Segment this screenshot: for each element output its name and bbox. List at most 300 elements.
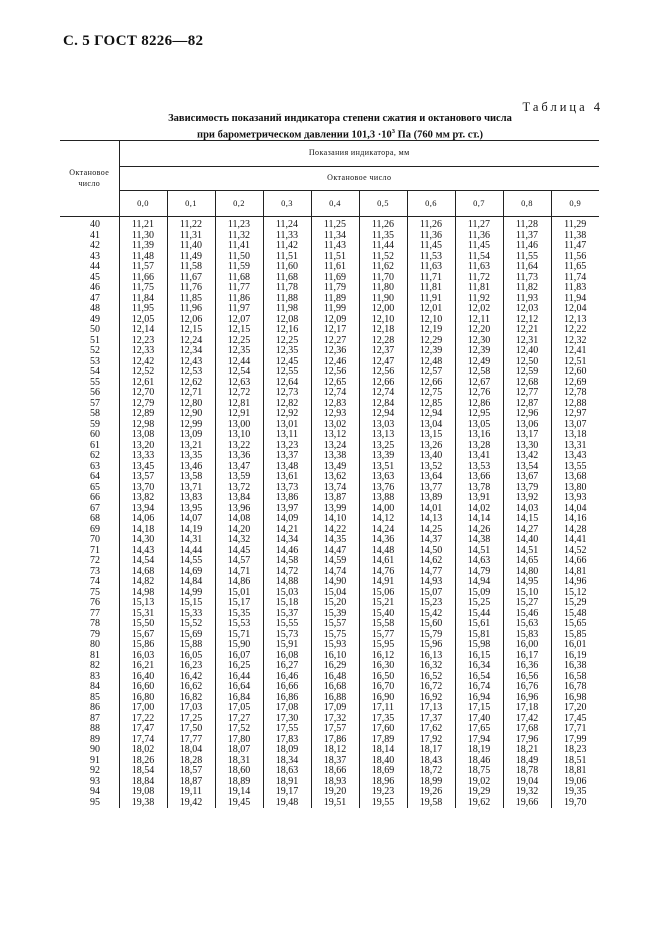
- reading-cell: 18,21: [503, 745, 551, 756]
- reading-cell: 17,22: [119, 714, 167, 725]
- reading-cell: 15,69: [167, 630, 215, 641]
- indicator-table: [60, 140, 599, 808]
- octane-number-cell: 93: [90, 775, 100, 787]
- reading-cell: 13,05: [455, 420, 503, 431]
- reading-cell: 12,06: [167, 315, 215, 326]
- reading-cell: 17,50: [167, 724, 215, 735]
- reading-cell: 17,68: [503, 724, 551, 735]
- reading-cell: 19,11: [167, 787, 215, 798]
- reading-cell: 15,52: [167, 619, 215, 630]
- reading-cell: 15,93: [311, 640, 359, 651]
- reading-cell: 11,63: [407, 262, 455, 273]
- reading-cell: 17,09: [311, 703, 359, 714]
- reading-cell: 13,55: [551, 462, 599, 473]
- reading-cell: 18,93: [311, 777, 359, 788]
- reading-cell: 11,68: [263, 273, 311, 284]
- reading-cell: 12,32: [551, 336, 599, 347]
- reading-cell: 16,70: [359, 682, 407, 693]
- reading-cell: 13,12: [311, 430, 359, 441]
- reading-cell: 17,74: [119, 735, 167, 746]
- reading-cell: 18,34: [263, 756, 311, 767]
- reading-cell: 11,36: [407, 231, 455, 242]
- reading-cell: 12,07: [215, 315, 263, 326]
- reading-cell: 14,76: [359, 567, 407, 578]
- fraction-header-cell: 0,0: [119, 191, 167, 217]
- reading-cell: 15,20: [311, 598, 359, 609]
- reading-cell: 13,68: [551, 472, 599, 483]
- table-row: [60, 472, 599, 483]
- reading-cell: 13,16: [455, 430, 503, 441]
- reading-cell: 12,76: [455, 388, 503, 399]
- reading-cell: 17,55: [263, 724, 311, 735]
- reading-cell: 14,46: [263, 546, 311, 557]
- reading-cell: 11,97: [215, 304, 263, 315]
- table-label: Таблица 4: [522, 100, 603, 114]
- reading-cell: 18,02: [119, 745, 167, 756]
- reading-cell: 18,51: [551, 756, 599, 767]
- reading-cell: 12,09: [311, 315, 359, 326]
- reading-cell: 11,81: [407, 283, 455, 294]
- reading-cell: 17,20: [551, 703, 599, 714]
- octane-number-cell: 54: [90, 366, 100, 377]
- octane-number-cell: 41: [90, 229, 100, 241]
- reading-cell: 12,11: [455, 315, 503, 326]
- reading-cell: 17,27: [215, 714, 263, 725]
- reading-cell: 13,25: [359, 441, 407, 452]
- octane-number-cell: 47: [90, 292, 100, 304]
- reading-cell: 13,54: [503, 462, 551, 473]
- reading-cell: 19,62: [455, 798, 503, 809]
- octane-number-cell: 70: [90, 534, 100, 545]
- reading-cell: 16,76: [503, 682, 551, 693]
- reading-cell: 13,99: [311, 504, 359, 515]
- reading-cell: 12,42: [119, 357, 167, 368]
- octane-number-cell: 83: [90, 670, 100, 682]
- reading-cell: 16,48: [311, 672, 359, 683]
- octane-number-cell: 79: [90, 628, 100, 640]
- reading-cell: 13,57: [119, 472, 167, 483]
- reading-cell: 15,75: [311, 630, 359, 641]
- reading-cell: 11,98: [263, 304, 311, 315]
- fraction-header-cell: 0,3: [263, 191, 311, 217]
- octane-number-cell: 49: [90, 313, 100, 325]
- reading-cell: 13,95: [167, 504, 215, 515]
- table-row: [60, 577, 599, 588]
- reading-cell: 12,97: [551, 409, 599, 420]
- reading-cell: 14,81: [551, 567, 599, 578]
- reading-cell: 16,19: [551, 651, 599, 662]
- reading-cell: 17,03: [167, 703, 215, 714]
- reading-cell: 11,21: [119, 217, 167, 231]
- octane-number-cell: 77: [90, 607, 100, 619]
- reading-cell: 16,38: [551, 661, 599, 672]
- caption-line-1: Зависимость показаний индикатора степени сжатия и октанового числа: [168, 113, 512, 124]
- table-row: [60, 619, 599, 630]
- reading-cell: 12,25: [215, 336, 263, 347]
- reading-cell: 11,25: [311, 217, 359, 231]
- reading-cell: 19,06: [551, 777, 599, 788]
- reading-cell: 14,15: [503, 514, 551, 525]
- reading-cell: 16,64: [215, 682, 263, 693]
- reading-cell: 13,07: [551, 420, 599, 431]
- reading-cell: 14,12: [359, 514, 407, 525]
- reading-cell: 13,41: [455, 451, 503, 462]
- octane-number-cell: 62: [90, 450, 100, 461]
- reading-cell: 14,65: [503, 556, 551, 567]
- reading-cell: 15,98: [455, 640, 503, 651]
- reading-cell: 11,23: [215, 217, 263, 231]
- reading-cell: 12,60: [551, 367, 599, 378]
- reading-cell: 14,71: [215, 567, 263, 578]
- reading-cell: 12,19: [407, 325, 455, 336]
- reading-cell: 17,08: [263, 703, 311, 714]
- reading-cell: 11,48: [119, 252, 167, 263]
- reading-cell: 11,63: [455, 262, 503, 273]
- reading-cell: 14,68: [119, 567, 167, 578]
- reading-cell: 14,40: [503, 535, 551, 546]
- reading-cell: 14,35: [311, 535, 359, 546]
- reading-cell: 12,44: [215, 357, 263, 368]
- reading-cell: 11,68: [215, 273, 263, 284]
- reading-cell: 18,87: [167, 777, 215, 788]
- reading-cell: 12,10: [359, 315, 407, 326]
- reading-cell: 13,37: [263, 451, 311, 462]
- reading-cell: 17,37: [407, 714, 455, 725]
- reading-cell: 13,15: [407, 430, 455, 441]
- reading-cell: 13,84: [215, 493, 263, 504]
- reading-cell: 11,29: [551, 217, 599, 231]
- reading-cell: 16,46: [263, 672, 311, 683]
- reading-cell: 15,79: [407, 630, 455, 641]
- reading-cell: 17,52: [215, 724, 263, 735]
- reading-cell: 13,82: [119, 493, 167, 504]
- reading-cell: 11,56: [551, 252, 599, 263]
- reading-cell: 14,34: [263, 535, 311, 546]
- reading-cell: 13,08: [119, 430, 167, 441]
- reading-cell: 15,04: [311, 588, 359, 599]
- reading-cell: 13,91: [455, 493, 503, 504]
- reading-cell: 17,05: [215, 703, 263, 714]
- readings-header: Показания индикатора, мм: [119, 141, 599, 167]
- reading-cell: 16,92: [407, 693, 455, 704]
- reading-cell: 12,16: [263, 325, 311, 336]
- reading-cell: 15,39: [311, 609, 359, 620]
- reading-cell: 16,12: [359, 651, 407, 662]
- reading-cell: 17,11: [359, 703, 407, 714]
- table-row: [60, 724, 599, 735]
- reading-cell: 17,71: [551, 724, 599, 735]
- reading-cell: 14,72: [263, 567, 311, 578]
- reading-cell: 11,92: [455, 294, 503, 305]
- reading-cell: 14,61: [359, 556, 407, 567]
- reading-cell: 19,38: [119, 798, 167, 809]
- reading-cell: 12,69: [551, 378, 599, 389]
- reading-cell: 14,00: [359, 504, 407, 515]
- reading-cell: 13,79: [503, 483, 551, 494]
- reading-cell: 11,94: [551, 294, 599, 305]
- reading-cell: 12,15: [215, 325, 263, 336]
- reading-cell: 14,32: [215, 535, 263, 546]
- reading-cell: 13,48: [263, 462, 311, 473]
- reading-cell: 11,57: [119, 262, 167, 273]
- table-row: [60, 493, 599, 504]
- reading-cell: 15,27: [503, 598, 551, 609]
- reading-cell: 12,94: [359, 409, 407, 420]
- caption-exponent: 3: [391, 128, 396, 135]
- octane-number-cell: 84: [90, 681, 100, 692]
- reading-cell: 15,21: [359, 598, 407, 609]
- reading-cell: 14,21: [263, 525, 311, 536]
- reading-cell: 17,57: [311, 724, 359, 735]
- reading-cell: 16,32: [407, 661, 455, 672]
- reading-cell: 15,88: [167, 640, 215, 651]
- reading-cell: 13,93: [551, 493, 599, 504]
- reading-cell: 15,18: [263, 598, 311, 609]
- reading-cell: 12,52: [119, 367, 167, 378]
- reading-cell: 12,23: [119, 336, 167, 347]
- reading-cell: 14,50: [407, 546, 455, 557]
- reading-cell: 11,80: [359, 283, 407, 294]
- reading-cell: 15,77: [359, 630, 407, 641]
- reading-cell: 11,73: [503, 273, 551, 284]
- reading-cell: 18,54: [119, 766, 167, 777]
- reading-cell: 15,81: [455, 630, 503, 641]
- reading-cell: 13,00: [215, 420, 263, 431]
- reading-cell: 13,88: [359, 493, 407, 504]
- table-row: [60, 798, 599, 809]
- reading-cell: 17,92: [407, 735, 455, 746]
- reading-cell: 13,94: [119, 504, 167, 515]
- reading-cell: 11,99: [311, 304, 359, 315]
- reading-cell: 13,87: [311, 493, 359, 504]
- reading-cell: 16,13: [407, 651, 455, 662]
- reading-cell: 14,31: [167, 535, 215, 546]
- reading-cell: 11,86: [215, 294, 263, 305]
- table-row: [60, 682, 599, 693]
- reading-cell: 11,38: [551, 231, 599, 242]
- reading-cell: 11,78: [263, 283, 311, 294]
- reading-cell: 18,04: [167, 745, 215, 756]
- reading-cell: 17,99: [551, 735, 599, 746]
- reading-cell: 19,23: [359, 787, 407, 798]
- octane-number-cell: 53: [90, 355, 100, 367]
- reading-cell: 13,89: [407, 493, 455, 504]
- table-row: [60, 325, 599, 336]
- reading-cell: 14,36: [359, 535, 407, 546]
- reading-cell: 17,42: [503, 714, 551, 725]
- reading-cell: 14,95: [503, 577, 551, 588]
- reading-cell: 12,64: [263, 378, 311, 389]
- reading-cell: 11,76: [167, 283, 215, 294]
- reading-cell: 13,67: [503, 472, 551, 483]
- reading-cell: 13,73: [263, 483, 311, 494]
- reading-cell: 16,34: [455, 661, 503, 672]
- octane-number-cell: 88: [90, 723, 100, 734]
- reading-cell: 11,64: [503, 262, 551, 273]
- reading-cell: 14,30: [119, 535, 167, 546]
- reading-cell: 16,68: [311, 682, 359, 693]
- octane-number-cell: 57: [90, 397, 100, 409]
- octane-number-cell: 69: [90, 523, 100, 535]
- octane-number-cell: 56: [90, 387, 100, 398]
- reading-cell: 13,92: [503, 493, 551, 504]
- octane-number-cell: 64: [90, 471, 100, 482]
- reading-cell: 17,30: [263, 714, 311, 725]
- reading-cell: 11,66: [119, 273, 167, 284]
- reading-cell: 18,69: [359, 766, 407, 777]
- page-header: С. 5 ГОСТ 8226—82: [63, 33, 204, 49]
- reading-cell: 14,99: [167, 588, 215, 599]
- reading-cell: 11,96: [167, 304, 215, 315]
- reading-cell: 13,58: [167, 472, 215, 483]
- reading-cell: 13,20: [119, 441, 167, 452]
- reading-cell: 17,62: [407, 724, 455, 735]
- reading-cell: 12,34: [167, 346, 215, 357]
- reading-cell: 15,55: [263, 619, 311, 630]
- reading-cell: 13,52: [407, 462, 455, 473]
- reading-cell: 15,83: [503, 630, 551, 641]
- reading-cell: 13,51: [359, 462, 407, 473]
- reading-cell: 11,32: [215, 231, 263, 242]
- reading-cell: 15,63: [503, 619, 551, 630]
- reading-cell: 14,19: [167, 525, 215, 536]
- reading-cell: 14,91: [359, 577, 407, 588]
- reading-cell: 18,89: [215, 777, 263, 788]
- reading-cell: 11,41: [215, 241, 263, 252]
- reading-cell: 15,06: [359, 588, 407, 599]
- octane-number-cell: 72: [90, 555, 100, 566]
- reading-cell: 13,06: [503, 420, 551, 431]
- reading-cell: 14,84: [167, 577, 215, 588]
- reading-cell: 18,81: [551, 766, 599, 777]
- reading-cell: 18,26: [119, 756, 167, 767]
- reading-cell: 18,75: [455, 766, 503, 777]
- reading-cell: 16,03: [119, 651, 167, 662]
- octane-number-cell: 42: [90, 240, 100, 251]
- reading-cell: 15,73: [263, 630, 311, 641]
- reading-cell: 11,90: [359, 294, 407, 305]
- reading-cell: 16,01: [551, 640, 599, 651]
- reading-cell: 13,43: [551, 451, 599, 462]
- reading-cell: 17,80: [215, 735, 263, 746]
- reading-cell: 14,52: [551, 546, 599, 557]
- reading-cell: 16,72: [407, 682, 455, 693]
- reading-cell: 13,40: [407, 451, 455, 462]
- reading-cell: 12,36: [311, 346, 359, 357]
- reading-cell: 14,02: [455, 504, 503, 515]
- reading-cell: 14,94: [455, 577, 503, 588]
- reading-cell: 13,33: [119, 451, 167, 462]
- octane-number-cell: 85: [90, 691, 100, 703]
- reading-cell: 13,74: [311, 483, 359, 494]
- reading-cell: 12,91: [215, 409, 263, 420]
- reading-cell: 15,57: [311, 619, 359, 630]
- fraction-header-row: [60, 191, 599, 217]
- reading-cell: 16,07: [215, 651, 263, 662]
- reading-cell: 14,66: [551, 556, 599, 567]
- reading-cell: 11,44: [359, 241, 407, 252]
- reading-cell: 14,20: [215, 525, 263, 536]
- reading-cell: 13,01: [263, 420, 311, 431]
- reading-cell: 12,79: [119, 399, 167, 410]
- table-body: [60, 217, 599, 809]
- reading-cell: 14,54: [119, 556, 167, 567]
- reading-cell: 14,79: [455, 567, 503, 578]
- reading-cell: 11,53: [407, 252, 455, 263]
- reading-cell: 12,28: [359, 336, 407, 347]
- octane-number-cell: 67: [90, 502, 100, 514]
- reading-cell: 12,80: [167, 399, 215, 410]
- reading-cell: 14,06: [119, 514, 167, 525]
- reading-cell: 13,11: [263, 430, 311, 441]
- table-row: [60, 262, 599, 273]
- reading-cell: 15,86: [119, 640, 167, 651]
- reading-cell: 11,88: [263, 294, 311, 305]
- reading-cell: 12,27: [311, 336, 359, 347]
- reading-cell: 19,26: [407, 787, 455, 798]
- reading-cell: 13,31: [551, 441, 599, 452]
- reading-cell: 14,93: [407, 577, 455, 588]
- reading-cell: 19,17: [263, 787, 311, 798]
- octane-number-cell: 66: [90, 492, 100, 503]
- reading-cell: 12,33: [119, 346, 167, 357]
- octane-number-cell: 45: [90, 271, 100, 283]
- reading-cell: 15,33: [167, 609, 215, 620]
- reading-cell: 15,01: [215, 588, 263, 599]
- reading-cell: 11,30: [119, 231, 167, 242]
- table-row: [60, 451, 599, 462]
- octane-number-cell: 75: [90, 586, 100, 598]
- reading-cell: 15,09: [455, 588, 503, 599]
- octane-number-cell: 89: [90, 733, 100, 745]
- table-row: [60, 661, 599, 672]
- reading-cell: 14,08: [215, 514, 263, 525]
- reading-cell: 12,53: [167, 367, 215, 378]
- reading-cell: 19,42: [167, 798, 215, 809]
- reading-cell: 13,64: [407, 472, 455, 483]
- reading-cell: 11,71: [407, 273, 455, 284]
- reading-cell: 11,39: [119, 241, 167, 252]
- octane-number-cell: 61: [90, 439, 100, 451]
- reading-cell: 13,02: [311, 420, 359, 431]
- reading-cell: 16,96: [503, 693, 551, 704]
- table-row: [60, 745, 599, 756]
- reading-cell: 14,48: [359, 546, 407, 557]
- reading-cell: 12,61: [119, 378, 167, 389]
- reading-cell: 12,48: [407, 357, 455, 368]
- reading-cell: 17,25: [167, 714, 215, 725]
- reading-cell: 17,18: [503, 703, 551, 714]
- reading-cell: 11,26: [359, 217, 407, 231]
- reading-cell: 11,40: [167, 241, 215, 252]
- reading-cell: 12,39: [407, 346, 455, 357]
- octane-number-cell: 91: [90, 754, 100, 766]
- reading-cell: 15,95: [359, 640, 407, 651]
- reading-cell: 12,30: [455, 336, 503, 347]
- fraction-header-cell: 0,5: [359, 191, 407, 217]
- reading-cell: 11,69: [311, 273, 359, 284]
- octane-number-cell: 60: [90, 429, 100, 440]
- reading-cell: 19,70: [551, 798, 599, 809]
- reading-cell: 11,84: [119, 294, 167, 305]
- reading-cell: 13,63: [359, 472, 407, 483]
- reading-cell: 16,56: [503, 672, 551, 683]
- reading-cell: 12,88: [551, 399, 599, 410]
- reading-cell: 12,21: [503, 325, 551, 336]
- reading-cell: 16,98: [551, 693, 599, 704]
- reading-cell: 11,79: [311, 283, 359, 294]
- reading-cell: 13,76: [359, 483, 407, 494]
